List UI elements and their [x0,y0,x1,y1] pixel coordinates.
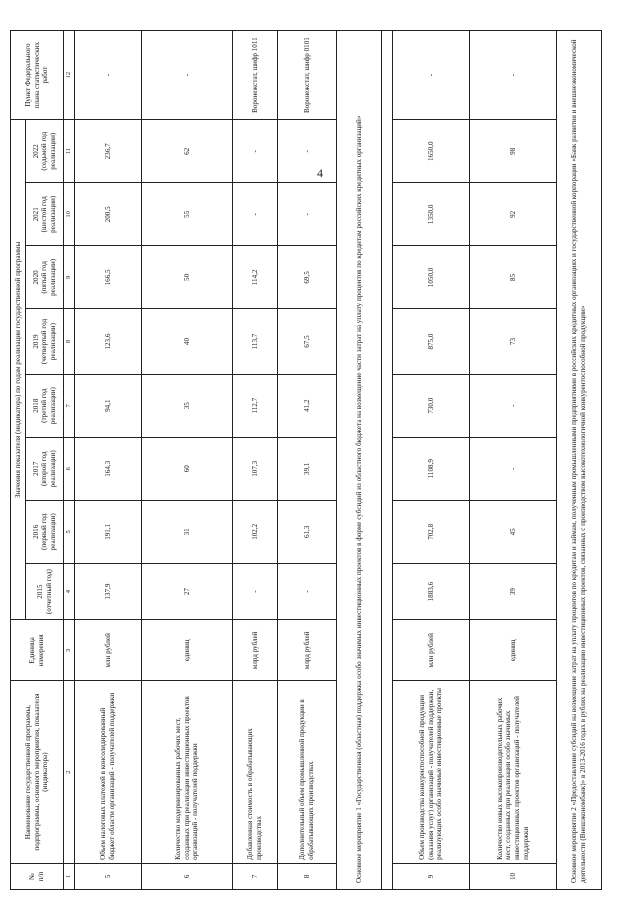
row-unit: млрд рублей [278,620,337,681]
header-plan: Пункт Федерального плана статистических работ [11,31,64,120]
indicators-table [10,30,602,890]
row-plan: - [470,31,557,120]
col-number: 1 [64,863,75,889]
row-value: 730,0 [393,374,470,437]
page-number: 4 [317,166,323,180]
header-year: 2017 (второй год реализации) [26,437,64,500]
row-value: 73 [470,309,557,374]
row-name: Объем налоговых платежей в консолидированный бюджет области организаций - получателей поддержки [75,681,142,864]
header-group: Значения показателя (индикатора) по годам реализации государственной программы [11,120,26,620]
section-row [337,31,382,890]
col-number: 9 [64,246,75,309]
row-number: 8 [278,863,337,889]
col-number: 2 [64,681,75,864]
row-value: 41,2 [278,374,337,437]
row-number: 7 [233,863,278,889]
row-unit: млн рублей [393,620,470,681]
row-value: - [278,563,337,620]
row-value: 112,7 [233,374,278,437]
header-unit: Единица измерения [11,620,64,681]
header-year: 2021 (шестой год реализации) [26,183,64,246]
row-name: Объем производства конкурентоспособной продукции (оказания услуг) организаций - получателей поддержки, реализующих особо значимые инвестиционные проекты [393,681,470,864]
col-number: 5 [64,500,75,563]
col-number: 12 [64,31,75,120]
row-value: 39,1 [278,437,337,500]
row-value: 137,9 [75,563,142,620]
section-title-1: Основное мероприятие 1 «Государственная (областная) поддержка особо значимых инвестиционных проектов в форме субсидий из областного бюджета на возмещение части затрат на уплату процентов по кредитам российских кредитных организаций» [337,31,382,890]
row-value: 85 [470,246,557,309]
row-value: 1883,6 [393,563,470,620]
row-plan: Воронежстат, шифр 0101 [278,31,337,120]
rotated-page-content [10,30,625,890]
row-value: 67,5 [278,309,337,374]
row-name: Количество модернизированных рабочих мест, созданных при реализации инвестиционных проектов организаций - получателей поддержки [142,681,233,864]
col-number: 6 [64,437,75,500]
row-value: 62 [142,120,233,183]
row-value: 113,7 [233,309,278,374]
row-value: 114,2 [233,246,278,309]
row-unit: единиц [470,620,557,681]
row-plan: - [142,31,233,120]
row-plan: - [75,31,142,120]
table-row [278,31,337,890]
row-value: 39 [470,563,557,620]
row-number: 10 [470,863,557,889]
row-name: Дополнительный объем промышленной продукции в обрабатывающих производствах [278,681,337,864]
row-value: 55 [142,183,233,246]
header-year: 2019 (четвертый год реализации) [26,309,64,374]
row-value: 123,6 [75,309,142,374]
row-plan: Воронежстат, шифр 1011 [233,31,278,120]
table-row [75,31,142,890]
row-value: 27 [142,563,233,620]
col-number: 3 [64,620,75,681]
row-number: 5 [75,863,142,889]
header-year: 2018 (третий год реализации) [26,374,64,437]
row-unit: млн рублей [75,620,142,681]
row-value: 98 [470,120,557,183]
row-value: 1050,0 [393,246,470,309]
row-value: 200,5 [75,183,142,246]
row-value: 102,2 [233,500,278,563]
col-number: 7 [64,374,75,437]
row-value: 166,5 [75,246,142,309]
section-title-2: Основное мероприятие 2 «Предоставление субсидий на возмещение затрат на уплату процентов по кредитам и займам, полученным промышленными предприятиями в российских кредитных организациях и государственной корпорации «Банк развития и внешнеэкономической деятельности (Внешэкономбанк)» в 2013-2016 годах в рублях на реализацию инвестиционных проектов, связанных с производством высокотехнологичной конкурентоспособной продукции» [557,31,602,890]
row-number: 6 [142,863,233,889]
row-value: - [278,120,337,183]
header-year: 2020 (пятый год реализации) [26,246,64,309]
row-plan: - [393,31,470,120]
table-row [470,31,557,890]
row-name: Добавленная стоимость в обрабатывающих производствах [233,681,278,864]
row-value: 191,1 [75,500,142,563]
row-value: 94,1 [75,374,142,437]
header-num: № п/п [11,863,64,889]
row-unit: млрд рублей [233,620,278,681]
table-row [233,31,278,890]
row-value: 69,5 [278,246,337,309]
row-value: 35 [142,374,233,437]
row-value: 702,8 [393,500,470,563]
row-value: 875,0 [393,309,470,374]
row-value: - [233,120,278,183]
row-name: Количество новых высокопроизводительных рабочих мест, созданных при реализации особо значимых инвестиционных проектов организаций - получателей поддержки [470,681,557,864]
header-year-2015: 2015 (отчетный год) [26,563,64,620]
row-value: 45 [470,500,557,563]
col-number: 4 [64,563,75,620]
row-value: 1350,0 [393,183,470,246]
header-year: 2022 (седьмой год реализации) [26,120,64,183]
row-value: 92 [470,183,557,246]
row-unit: единиц [142,620,233,681]
table-row [393,31,470,890]
col-number: 8 [64,309,75,374]
row-value: - [470,437,557,500]
row-value: - [470,374,557,437]
row-value: 107,3 [233,437,278,500]
col-number: 11 [64,120,75,183]
row-value: 1650,0 [393,120,470,183]
header-name: Наименование государственной программы, подпрограммы, основного мероприятия, показателя (индикатора) [11,681,64,864]
spacer [382,31,393,890]
row-value: 31 [142,500,233,563]
row-value: 60 [142,437,233,500]
spacer-row [382,31,393,890]
section-row [557,31,602,890]
row-number: 9 [393,863,470,889]
row-value: - [233,563,278,620]
row-value: 50 [142,246,233,309]
row-value: - [278,183,337,246]
col-number: 10 [64,183,75,246]
row-value: 1108,9 [393,437,470,500]
table-row [142,31,233,890]
row-value: - [233,183,278,246]
row-value: 164,3 [75,437,142,500]
row-value: 40 [142,309,233,374]
row-value: 236,7 [75,120,142,183]
header-year: 2016 (первый год реализации) [26,500,64,563]
row-value: 61,3 [278,500,337,563]
